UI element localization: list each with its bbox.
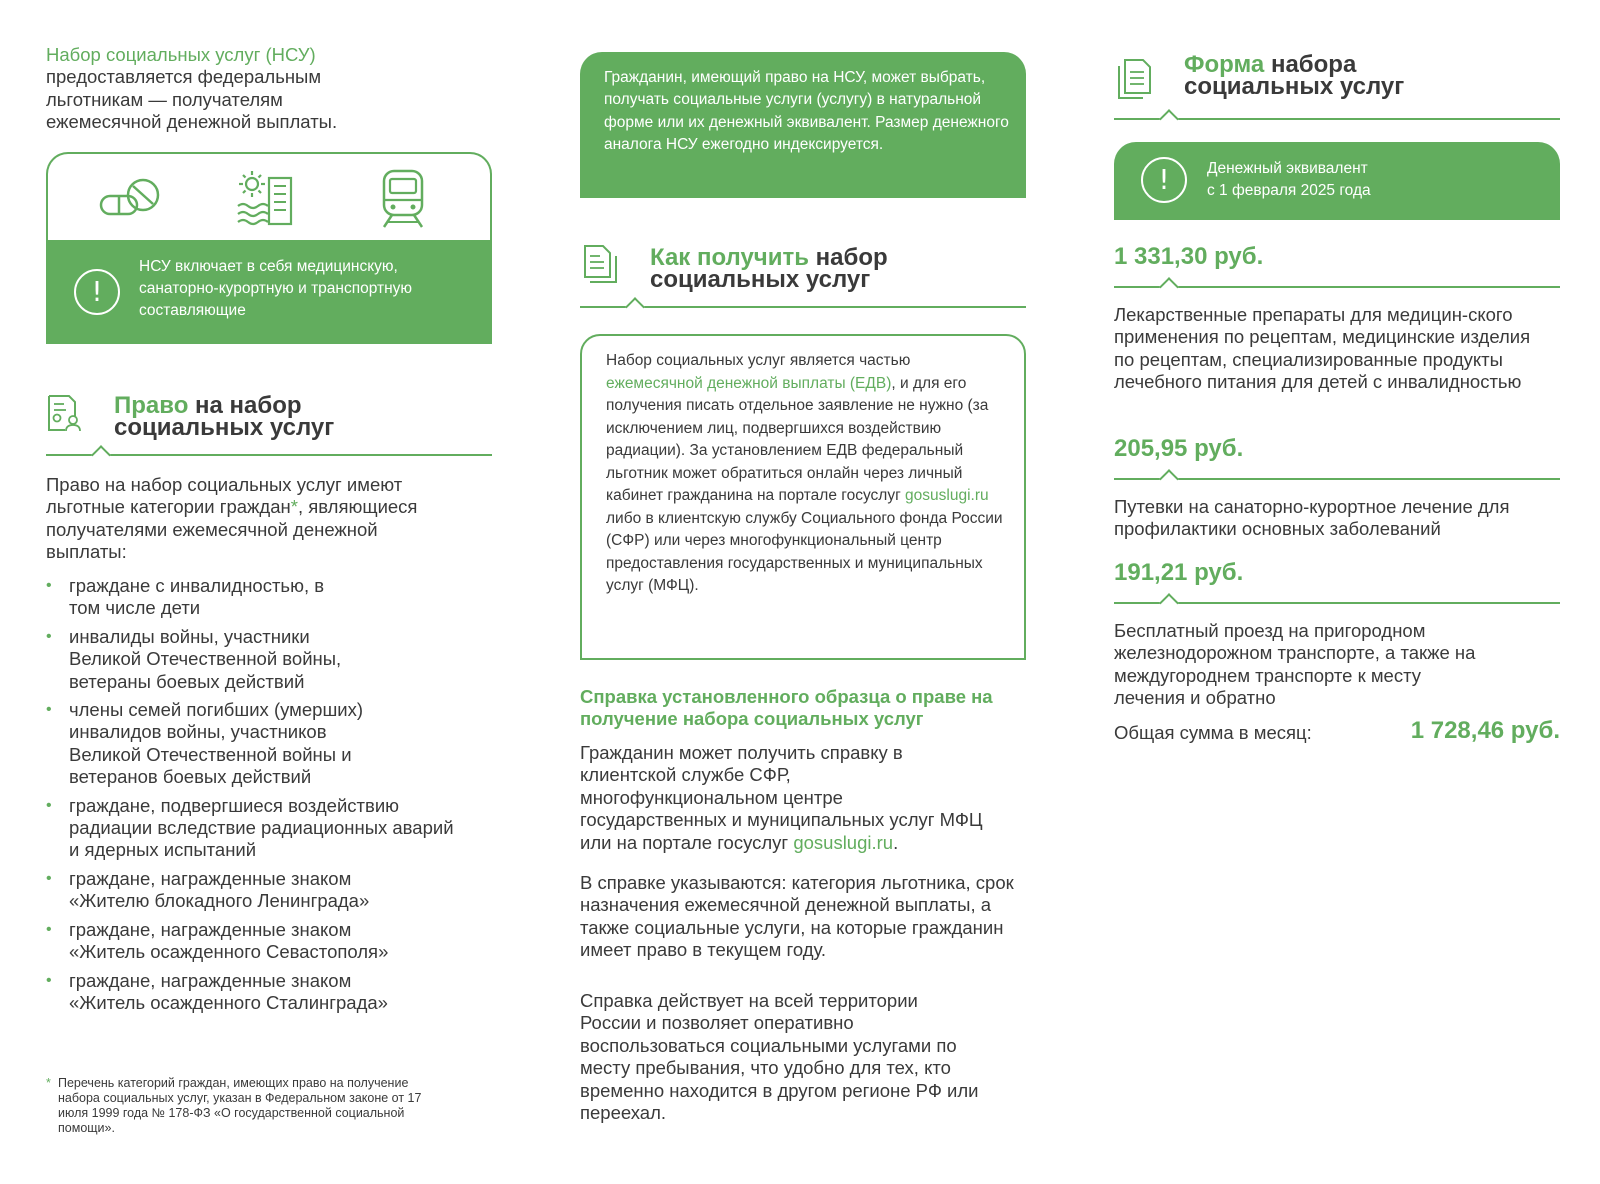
categories-list <box>46 575 466 1020</box>
how-to-section-title <box>650 244 1020 293</box>
certificate-paragraph-1 <box>580 742 990 854</box>
list-item: • граждане, подвергшиеся воздействию радиации вследствие радиационных аварий и ядерных испытаний <box>46 795 454 862</box>
price-description: Бесплатный проезд на пригородном железнодорожном транспорте, а также на междугороднем транспорте к месту лечения и обратно <box>1114 620 1476 709</box>
icons-panel <box>46 152 492 242</box>
rights-title-green: Право <box>114 392 189 419</box>
list-item: • члены семей погибших (умерших) инвалидов войны, участников Великой Отечественной войны и ветеранов боевых действий <box>46 699 399 789</box>
footnote <box>46 1076 443 1136</box>
rights-text-1: Право на набор социальных услуг имеют льготные категории граждан <box>46 474 403 518</box>
gosuslugi-link[interactable]: gosuslugi.ru <box>905 487 989 504</box>
divider-notch <box>1159 277 1179 297</box>
rights-title-rest1: на набор <box>188 392 302 419</box>
choice-info-text: Гражданин, имеющий право на НСУ, может выбрать, получать социальные услуги (услугу) в натуральной форме или их денежный эквивалент. Размер денежного аналога НСУ ежегодно индексируется. <box>604 69 1009 153</box>
rights-text-2: , являющиеся получателями ежемесячной денежной выплаты: <box>46 496 418 563</box>
edv-text-1: Набор социальных услуг является частью <box>606 352 911 369</box>
section-divider <box>1114 118 1560 120</box>
certificate-paragraph-3: Справка действует на всей территории России и позволяет оперативно воспользоваться социальными услугами по месту пребывания, что удобно для тех, кто временно находится в другом регионе РФ или переехал. <box>580 990 979 1124</box>
edv-info-box <box>580 334 1026 660</box>
list-item: • граждане, награжденные знаком «Жителю блокадного Ленинграда» <box>46 868 407 913</box>
list-item: • граждане, награжденные знаком «Житель осажденного Сталинграда» <box>46 970 419 1015</box>
how-to-title-green: Как получить <box>650 244 809 271</box>
list-item: • инвалиды войны, участники Великой Отечественной войны, ветераны боевых действий <box>46 626 379 693</box>
price-divider <box>1114 478 1560 480</box>
divider-notch <box>625 297 645 317</box>
form-section-title <box>1184 51 1554 100</box>
train-icon <box>378 168 428 230</box>
cash-equivalent-line1: Денежный эквивалент <box>1207 160 1368 177</box>
rights-paragraph <box>46 474 446 564</box>
form-title-rest2: социальных услуг <box>1184 73 1405 100</box>
nsu-info-banner <box>46 240 492 344</box>
form-title-rest1: набора <box>1264 51 1357 78</box>
how-to-title-rest1: набор <box>809 244 888 271</box>
nsu-info-text: НСУ включает в себя медицинскую, санаторно-курортную и транспортную составляющие <box>139 258 413 319</box>
edv-link[interactable]: ежемесячной денежной выплаты (ЕДВ) <box>606 374 892 392</box>
form-title-green: Форма <box>1184 51 1265 78</box>
price-value: 205,95 руб. <box>1114 435 1244 462</box>
gosuslugi-link[interactable]: gosuslugi.ru <box>793 831 894 853</box>
rights-title-rest2: социальных услуг <box>114 414 335 441</box>
how-to-title-rest2: социальных услуг <box>650 266 871 293</box>
edv-text-2: , и для его получения писать отдельное заявление не нужно (за исключением лиц, подвергшихся воздействию радиации). За установлением ЕДВ федеральный льготник может обратиться онлайн через личный кабинет гражданина на портале госуслуг <box>606 374 989 504</box>
section-divider <box>46 454 492 456</box>
cash-equivalent-line2: с 1 февраля 2025 года <box>1207 182 1371 199</box>
sanatorium-icon <box>236 170 296 228</box>
price-description: Лекарственные препараты для медицин-ского применения по рецептам, медицинские изделия по рецептам, специализированные продукты лечебного питания для детей с инвалидностью <box>1114 304 1531 393</box>
cash-equivalent-banner <box>1114 142 1560 220</box>
rights-section-header <box>46 388 492 458</box>
section-divider <box>580 306 1026 308</box>
certificate-text-1: Гражданин может получить справку в клиентской службе СФР, многофункциональном центре государственных и муниципальных услуг МФЦ или на портале госуслуг <box>580 742 983 853</box>
intro-highlight: Набор социальных услуг (НСУ) <box>46 44 316 65</box>
certificate-paragraph-2: В справке указываются: категория льготника, срок назначения ежемесячной денежной выплаты, а также социальные услуги, на которые гражданин имеет право в текущем году. <box>580 872 1014 961</box>
total-label: Общая сумма в месяц: <box>1114 722 1312 743</box>
edv-info-text <box>606 350 1006 598</box>
edv-text-3: либо в клиентскую службу Социального фонда России (СФР) или через многофункциональный центр предоставления государственных и муниципальных услуг (МФЦ). <box>606 509 1003 594</box>
price-divider <box>1114 286 1560 288</box>
divider-notch <box>91 445 111 465</box>
certificate-subheading: Справка установленного образца о праве на получение набора социальных услуг <box>580 686 993 730</box>
alert-icon: ! <box>1141 157 1187 203</box>
footnote-star: * <box>46 1076 51 1090</box>
footnote-text: Перечень категорий граждан, имеющих право на получение набора социальных услуг, указан в Федеральном законе от 17 июля 1999 года № 178-ФЗ «О государственной социальной помощи». <box>58 1076 422 1135</box>
divider-notch <box>1159 109 1179 129</box>
divider-notch <box>1159 593 1179 613</box>
total-value: 1 728,46 руб. <box>1410 717 1560 744</box>
price-description: Путевки на санаторно-курортное лечение для профилактики основных заболеваний <box>1114 496 1510 540</box>
divider-notch <box>1159 469 1179 489</box>
cash-equivalent-text <box>1207 158 1507 202</box>
pills-icon <box>98 176 164 222</box>
certificate-text-1-end: . <box>893 831 899 853</box>
list-item: • граждане с инвалидностью, в том числе дети <box>46 575 331 620</box>
documents-icon <box>1116 58 1152 100</box>
rights-section-title <box>114 392 484 441</box>
nsu-components-box <box>46 152 492 344</box>
form-section-header <box>1114 48 1560 122</box>
document-person-icon <box>46 394 82 434</box>
choice-info-box <box>580 52 1026 198</box>
document-icon <box>582 244 618 284</box>
footnote-marker: * <box>290 496 298 518</box>
how-to-section-header <box>580 240 1026 312</box>
list-item: • граждане, награжденные знаком «Житель осажденного Севастополя» <box>46 919 419 964</box>
intro-paragraph <box>46 44 486 134</box>
price-value: 191,21 руб. <box>1114 559 1244 586</box>
price-value: 1 331,30 руб. <box>1114 243 1264 270</box>
price-divider <box>1114 602 1560 604</box>
alert-icon: ! <box>74 269 120 315</box>
intro-text: предоставляется федеральным льготникам — получателям ежемесячной денежной выплаты. <box>46 66 338 133</box>
